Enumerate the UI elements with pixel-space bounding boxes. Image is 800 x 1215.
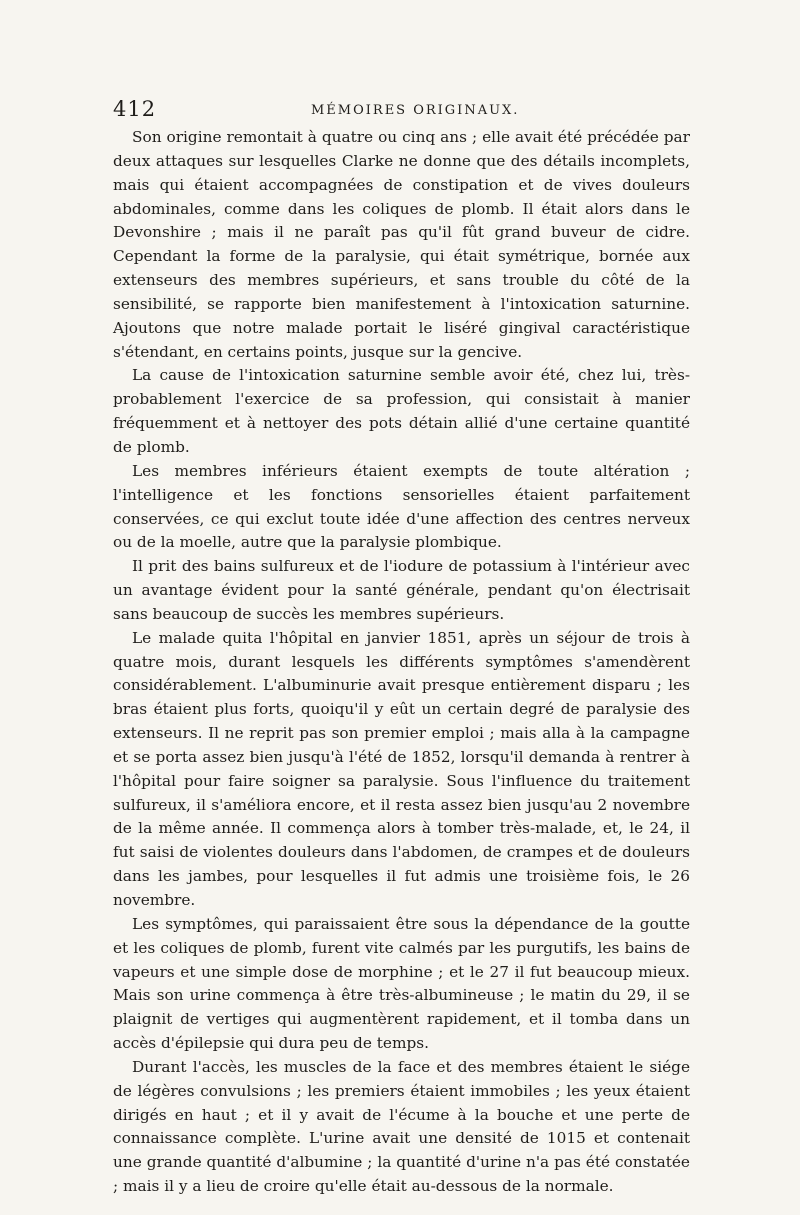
paragraph: Il prit des bains sulfureux et de l'iodure de potassium à l'intérieur avec un avantage évident pour la santé générale, pendant qu'on électrisait sans beaucoup de succès les membres supérieurs. xyxy=(113,557,690,623)
body-text xyxy=(113,126,690,1199)
paragraph: Son origine remontait à quatre ou cinq ans ; elle avait été précédée par deux attaques sur lesquelles Clarke ne donne que des détails incomplets, mais qui étaient accompagnées de constipation et de vives douleurs abdominales, comme dans les coliques de plomb. Il était alors dans le Devonshire ; mais il ne paraît pas qu'il fût grand buveur de cidre. Cependant la forme de la paralysie, qui était symétrique, bornée aux extenseurs des membres supérieurs, et sans trouble du côté de la sensibilité, se rapporte bien manifestement à l'intoxication saturnine. Ajoutons que notre malade portait le liséré gingival caractéristique s'étendant, en certains points, jusque sur la gencive. xyxy=(113,128,690,361)
paragraph: Les symptômes, qui paraissaient être sous la dépendance de la goutte et les coliques de plomb, furent vite calmés par les purgutifs, les bains de vapeurs et une simple dose de morphine ; et le 27 il fut beaucoup mieux. Mais son urine commença à être très-albumineuse ; le matin du 29, il se plaignit de vertiges qui augmentèrent rapidement, et il tomba dans un accès d'épilepsie qui dura peu de temps. xyxy=(113,914,690,1053)
paragraph: Les membres inférieurs étaient exempts de toute altération ; l'intelligence et les fonctions sensorielles étaient parfaitement conservées, ce qui exclut toute idée d'une affection des centres nerveux ou de la moelle, autre que la paralysie plombique. xyxy=(113,461,690,552)
paragraph: Durant l'accès, les muscles de la face et des membres étaient le siége de légères convulsions ; les premiers étaient immobiles ; les yeux étaient dirigés en haut ; et il y avait de l'écume à la bouche et une perte de connaissance complète. L'urine avait une densité de 1015 et contenait une grande quantité d'albumine ; la quantité d'urine n'a pas été constatée ; mais il y a lieu de croire qu'elle était au-dessous de la normale. xyxy=(113,1057,690,1196)
paragraph: Le malade quita l'hôpital en janvier 1851, après un séjour de trois à quatre mois, durant lesquels les différents symptômes s'amendèrent considérablement. L'albuminurie avait presque entièrement disparu ; les bras étaient plus forts, quoiqu'il y eût un certain degré de paralysie des extenseurs. Il ne reprit pas son premier emploi ; mais alla à la campagne et se porta assez bien jusqu'à l'été de 1852, lorsqu'il demanda à rentrer à l'hôpital pour faire soigner sa paralysie. Sous l'influence du traitement sulfureux, il s'améliora encore, et il resta assez bien jusqu'au 2 novembre de la même année. Il commença alors à tomber très-malade, et, le 24, il fut saisi de violentes douleurs dans l'abdomen, de crampes et de douleurs dans les jambes, pour lesquelles il fut admis une troisième fois, le 26 novembre. xyxy=(113,628,690,909)
running-title: MÉMOIRES ORIGINAUX. xyxy=(311,103,520,118)
page-header xyxy=(113,97,690,127)
page-number: 412 xyxy=(113,97,157,121)
paragraph: La cause de l'intoxication saturnine semble avoir été, chez lui, très-probablement l'exercice de sa profession, qui consistait à manier fréquemment et à nettoyer des pots détain allié d'une certaine quantité de plomb. xyxy=(113,366,690,456)
